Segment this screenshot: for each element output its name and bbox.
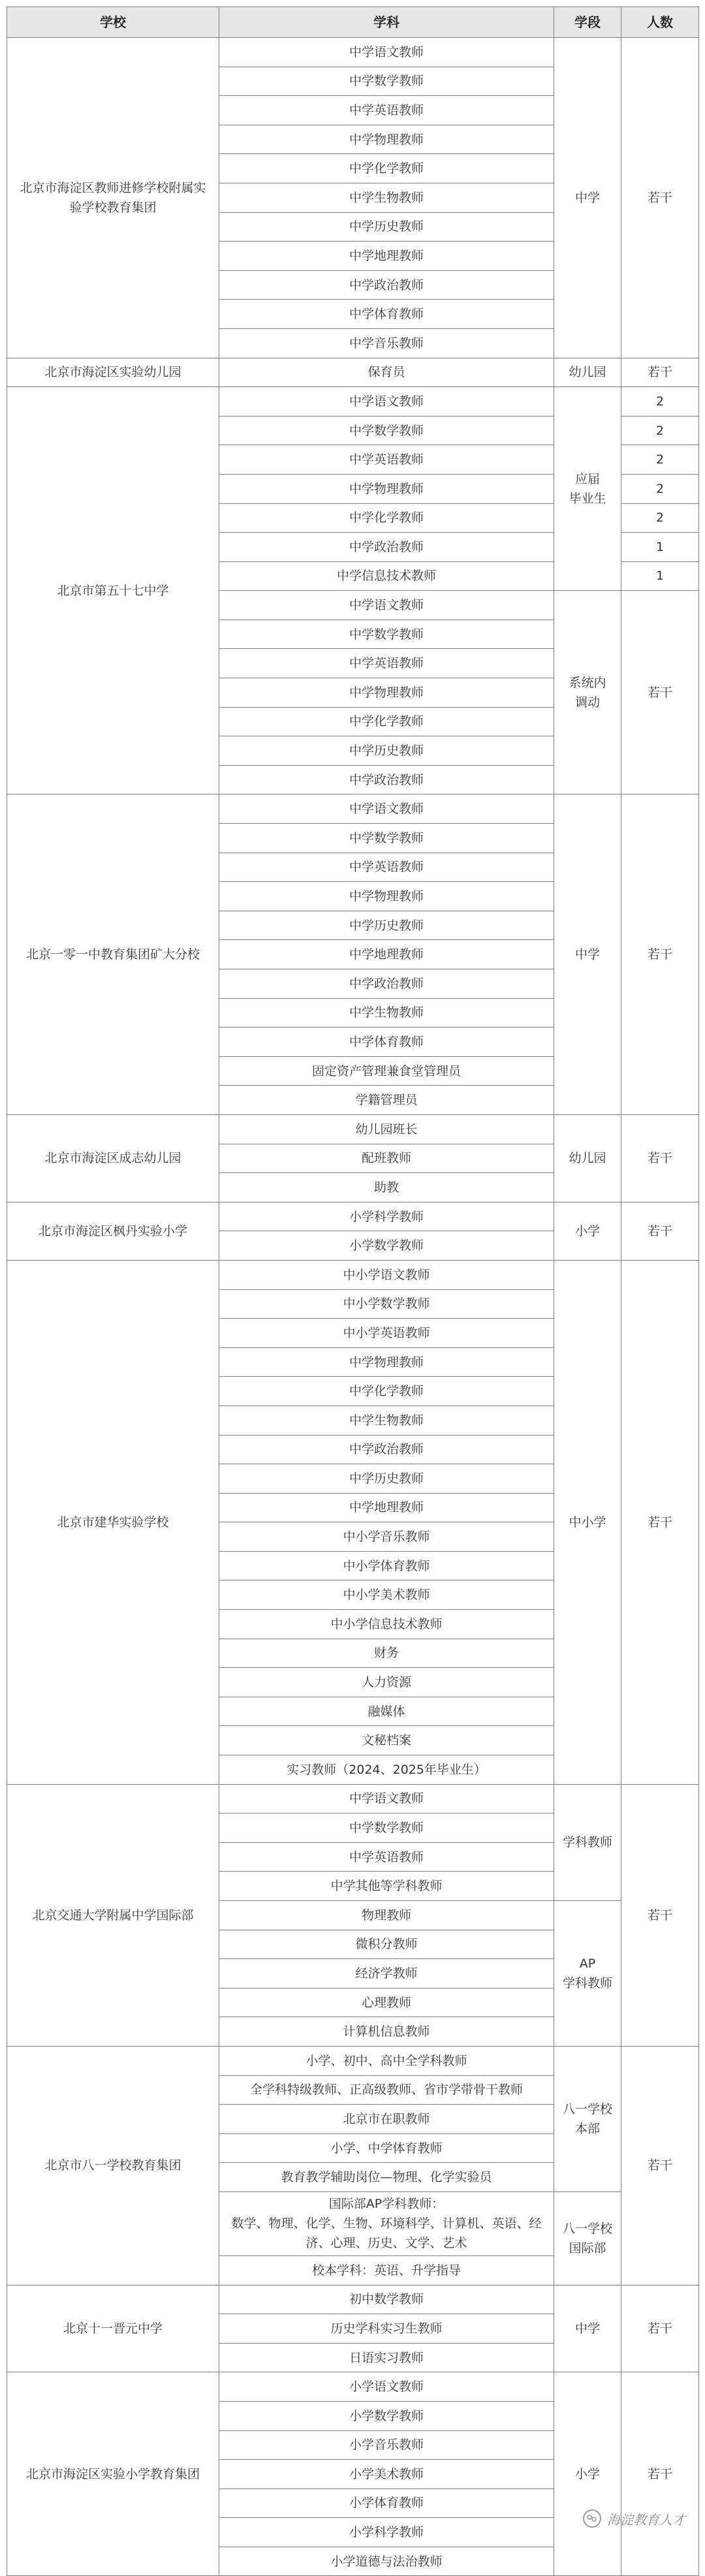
subject-cell: 保育员 xyxy=(219,358,554,387)
stage-cell: AP 学科教师 xyxy=(554,1901,621,2047)
count-cell: 若干 xyxy=(621,1114,699,1202)
subject-cell: 中学数学教师 xyxy=(219,824,554,853)
school-name-cell: 北京市海淀区枫丹实验小学 xyxy=(7,1202,219,1260)
subject-cell: 中学物理教师 xyxy=(219,474,554,503)
subject-cell: 中学物理教师 xyxy=(219,125,554,154)
subject-cell: 中小学信息技术教师 xyxy=(219,1610,554,1639)
table-row xyxy=(7,1202,699,1231)
count-cell: 1 xyxy=(621,561,699,591)
subject-cell: 中学其他等学科教师 xyxy=(219,1872,554,1901)
stage-cell: 系统内 调动 xyxy=(554,591,621,794)
stage-cell: 中小学 xyxy=(554,1260,621,1784)
subject-cell: 中学体育教师 xyxy=(219,1028,554,1057)
subject-cell: 学籍管理员 xyxy=(219,1086,554,1115)
subject-cell: 中学物理教师 xyxy=(219,882,554,911)
subject-cell: 小学数学教师 xyxy=(219,1231,554,1261)
stage-cell: 中学 xyxy=(554,794,621,1115)
subject-cell: 中学历史教师 xyxy=(219,736,554,766)
subject-cell: 幼儿园班长 xyxy=(219,1114,554,1144)
watermark-text: 海淀教育人才 xyxy=(607,2511,685,2528)
stage-cell: 中学 xyxy=(554,38,621,358)
table-row xyxy=(7,2372,699,2402)
subject-cell: 中小学英语教师 xyxy=(219,1319,554,1348)
subject-cell: 小学美术教师 xyxy=(219,2460,554,2489)
count-cell: 若干 xyxy=(621,38,699,358)
table-row xyxy=(7,794,699,824)
subject-cell: 中学化学教师 xyxy=(219,154,554,183)
subject-cell: 心理教师 xyxy=(219,1988,554,2017)
subject-cell: 中学地理教师 xyxy=(219,1493,554,1522)
subject-cell: 中学语文教师 xyxy=(219,794,554,824)
subject-cell: 助教 xyxy=(219,1173,554,1202)
subject-cell: 中学生物教师 xyxy=(219,1406,554,1435)
subject-cell: 中小学美术教师 xyxy=(219,1580,554,1610)
subject-cell: 中小学音乐教师 xyxy=(219,1522,554,1552)
table-row xyxy=(7,387,699,416)
count-cell: 若干 xyxy=(621,358,699,387)
school-name-cell: 北京市海淀区实验幼儿园 xyxy=(7,358,219,387)
subject-cell: 教育教学辅助岗位—物理、化学实验员 xyxy=(219,2163,554,2192)
header-stage: 学段 xyxy=(554,7,621,38)
subject-cell: 中学音乐教师 xyxy=(219,328,554,358)
subject-cell: 小学数学教师 xyxy=(219,2401,554,2430)
count-cell: 2 xyxy=(621,387,699,416)
subject-cell: 小学音乐教师 xyxy=(219,2430,554,2460)
subject-cell: 中学英语教师 xyxy=(219,649,554,678)
subject-cell: 人力资源 xyxy=(219,1668,554,1697)
school-name-cell: 北京市建华实验学校 xyxy=(7,1260,219,1784)
subject-cell: 小学语文教师 xyxy=(219,2372,554,2402)
subject-cell: 小学、初中、高中全学科教师 xyxy=(219,2046,554,2075)
subject-cell: 全学科特级教师、正高级教师、省市学带骨干教师 xyxy=(219,2075,554,2105)
subject-cell: 中学政治教师 xyxy=(219,533,554,562)
subject-cell: 小学科学教师 xyxy=(219,2518,554,2547)
table-row xyxy=(7,2046,699,2075)
subject-cell: 国际部AP学科教师： 数学、物理、化学、生物、环境科学、计算机、英语、经济、心理、历史、文学、艺术 xyxy=(219,2191,554,2255)
school-name-cell: 北京市八一学校教育集团 xyxy=(7,2046,219,2285)
subject-cell: 计算机信息教师 xyxy=(219,2017,554,2047)
subject-cell: 融媒体 xyxy=(219,1697,554,1726)
count-cell: 若干 xyxy=(621,1202,699,1260)
subject-cell: 中学英语教师 xyxy=(219,1842,554,1872)
wechat-icon xyxy=(582,2509,602,2528)
table-row xyxy=(7,358,699,387)
subject-cell: 中学数学教师 xyxy=(219,416,554,445)
header-count: 人数 xyxy=(621,7,699,38)
header-subject: 学科 xyxy=(219,7,554,38)
count-cell: 2 xyxy=(621,503,699,533)
subject-cell: 中学生物教师 xyxy=(219,998,554,1028)
school-name-cell: 北京市第五十七中学 xyxy=(7,387,219,794)
count-cell: 若干 xyxy=(621,591,699,794)
subject-cell: 中学体育教师 xyxy=(219,300,554,329)
subject-cell: 小学、中学体育教师 xyxy=(219,2133,554,2163)
count-cell: 2 xyxy=(621,474,699,503)
count-cell: 2 xyxy=(621,416,699,445)
subject-cell: 中学语文教师 xyxy=(219,1784,554,1814)
subject-cell: 中学地理教师 xyxy=(219,242,554,271)
table-row xyxy=(7,2285,699,2314)
table-row xyxy=(7,1114,699,1144)
count-cell: 若干 xyxy=(621,2285,699,2372)
subject-cell: 中学信息技术教师 xyxy=(219,561,554,591)
subject-cell: 初中数学教师 xyxy=(219,2285,554,2314)
subject-cell: 中学历史教师 xyxy=(219,1464,554,1494)
subject-cell: 中学化学教师 xyxy=(219,503,554,533)
subject-cell: 中学语文教师 xyxy=(219,387,554,416)
subject-cell: 中学化学教师 xyxy=(219,1377,554,1406)
school-name-cell: 北京市海淀区实验小学教育集团 xyxy=(7,2372,219,2576)
school-name-cell: 北京十一晋元中学 xyxy=(7,2285,219,2372)
stage-cell: 小学 xyxy=(554,1202,621,1260)
subject-cell: 中学生物教师 xyxy=(219,183,554,212)
stage-cell: 幼儿园 xyxy=(554,358,621,387)
subject-cell: 中学英语教师 xyxy=(219,96,554,125)
subject-cell: 中学政治教师 xyxy=(219,1435,554,1464)
table-row xyxy=(7,1784,699,1814)
subject-cell: 微积分教师 xyxy=(219,1930,554,1959)
count-cell: 1 xyxy=(621,533,699,562)
subject-cell: 中学物理教师 xyxy=(219,1347,554,1377)
subject-cell: 中学物理教师 xyxy=(219,678,554,708)
subject-cell: 小学体育教师 xyxy=(219,2489,554,2518)
count-cell: 若干 xyxy=(621,2046,699,2285)
stage-cell: 小学 xyxy=(554,2372,621,2576)
school-name-cell: 北京交通大学附属中学国际部 xyxy=(7,1784,219,2046)
header-row xyxy=(7,7,699,38)
subject-cell: 北京市在职教师 xyxy=(219,2105,554,2134)
subject-cell: 财务 xyxy=(219,1639,554,1668)
subject-cell: 中学语文教师 xyxy=(219,591,554,620)
subject-cell: 中小学体育教师 xyxy=(219,1551,554,1580)
stage-cell: 应届 毕业生 xyxy=(554,387,621,591)
stage-cell: 八一学校 国际部 xyxy=(554,2191,621,2285)
subject-cell: 校本学科：英语、升学指导 xyxy=(219,2255,554,2285)
subject-cell: 小学道德与法治教师 xyxy=(219,2547,554,2576)
watermark xyxy=(582,2505,685,2532)
subject-cell: 历史学科实习生教师 xyxy=(219,2314,554,2344)
subject-cell: 中学地理教师 xyxy=(219,940,554,969)
subject-cell: 中学历史教师 xyxy=(219,212,554,242)
table-body xyxy=(7,38,699,2576)
stage-cell: 幼儿园 xyxy=(554,1114,621,1202)
subject-cell: 固定资产管理兼食堂管理员 xyxy=(219,1056,554,1086)
table-row xyxy=(7,38,699,67)
subject-cell: 文秘档案 xyxy=(219,1726,554,1755)
subject-cell: 中学英语教师 xyxy=(219,853,554,882)
school-name-cell: 北京一零一中教育集团矿大分校 xyxy=(7,794,219,1115)
subject-cell: 中学数学教师 xyxy=(219,67,554,96)
subject-cell: 实习教师（2024、2025年毕业生） xyxy=(219,1755,554,1785)
subject-cell: 小学科学教师 xyxy=(219,1202,554,1231)
subject-cell: 配班教师 xyxy=(219,1144,554,1173)
stage-cell: 八一学校 本部 xyxy=(554,2046,621,2191)
recruitment-table-container xyxy=(7,7,698,2576)
count-cell: 2 xyxy=(621,445,699,475)
subject-cell: 中小学数学教师 xyxy=(219,1289,554,1319)
count-cell: 若干 xyxy=(621,1784,699,2046)
count-cell: 若干 xyxy=(621,1260,699,1784)
subject-cell: 中学化学教师 xyxy=(219,707,554,736)
stage-cell: 学科教师 xyxy=(554,1784,621,1900)
subject-cell: 中学数学教师 xyxy=(219,1814,554,1843)
stage-cell: 中学 xyxy=(554,2285,621,2372)
recruitment-table xyxy=(7,7,699,2576)
school-name-cell: 北京市海淀区教师进修学校附属实验学校教育集团 xyxy=(7,38,219,358)
subject-cell: 中学历史教师 xyxy=(219,911,554,940)
subject-cell: 中学政治教师 xyxy=(219,270,554,300)
subject-cell: 中学英语教师 xyxy=(219,445,554,475)
subject-cell: 经济学教师 xyxy=(219,1959,554,1988)
school-name-cell: 北京市海淀区成志幼儿园 xyxy=(7,1114,219,1202)
subject-cell: 中小学语文教师 xyxy=(219,1260,554,1289)
subject-cell: 日语实习教师 xyxy=(219,2343,554,2372)
table-row xyxy=(7,1260,699,1289)
subject-cell: 物理教师 xyxy=(219,1901,554,1930)
count-cell: 若干 xyxy=(621,2372,699,2576)
subject-cell: 中学政治教师 xyxy=(219,969,554,999)
header-school: 学校 xyxy=(7,7,219,38)
subject-cell: 中学语文教师 xyxy=(219,38,554,67)
subject-cell: 中学政治教师 xyxy=(219,765,554,794)
subject-cell: 中学数学教师 xyxy=(219,620,554,649)
count-cell: 若干 xyxy=(621,794,699,1115)
